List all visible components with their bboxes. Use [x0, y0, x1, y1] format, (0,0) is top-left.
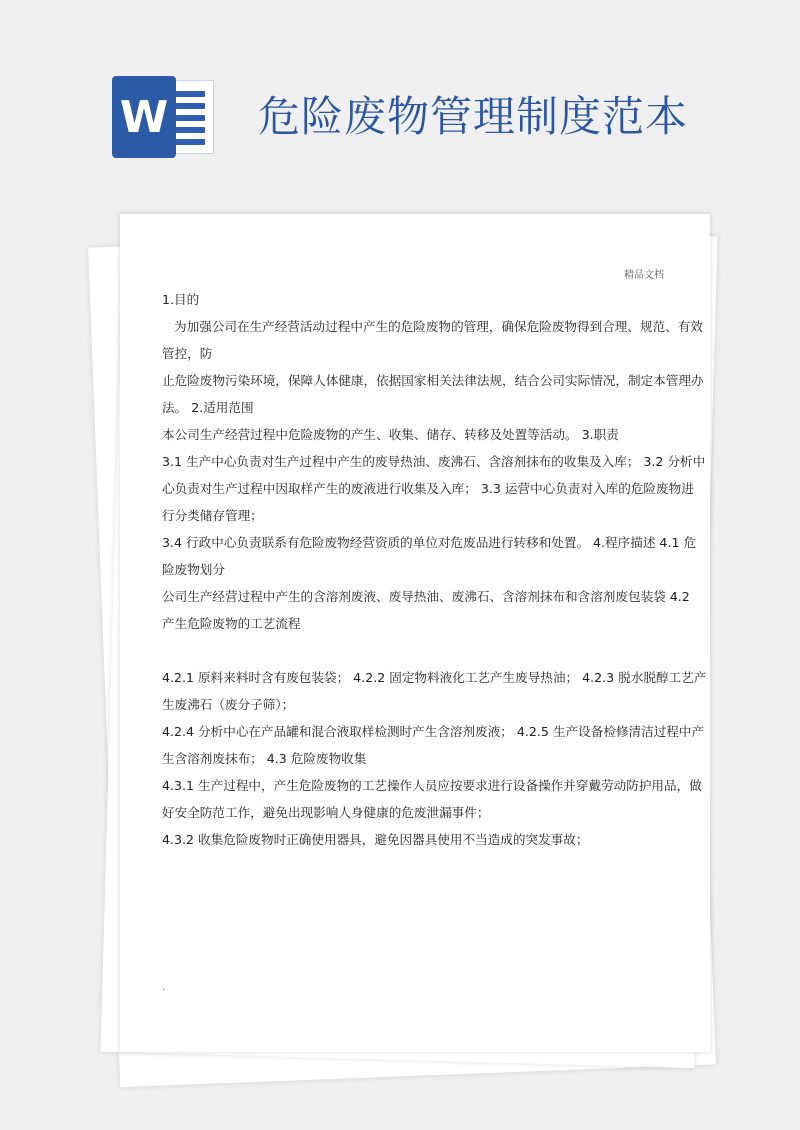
text-line: 险废物划分: [162, 562, 225, 577]
text-line: 4.3.1 生产过程中，产生危险废物的工艺操作人员应按要求进行设备操作并穿戴劳动防护用品，做: [162, 778, 702, 793]
text-line: 为加强公司在生产经营活动过程中产生的危险废物的管理，确保危险废物得到合理、规范、有效: [174, 319, 703, 334]
text-line: 管控，防: [162, 346, 213, 361]
word-document-icon: [112, 76, 216, 158]
text-line: 4.3.2 收集危险废物时正确使用器具，避免因器具使用不当造成的突发事故；: [162, 832, 589, 847]
text-line: 产生危险废物的工艺流程: [162, 616, 301, 631]
page-title: 危险废物管理制度范本: [258, 92, 689, 141]
text-line: 法。 2.适用范围: [162, 400, 254, 415]
text-line: 1.目的: [162, 292, 200, 307]
document-body: [162, 286, 707, 853]
text-line: 本公司生产经营过程中危险废物的产生、收集、储存、转移及处置等活动。 3.职责: [162, 427, 619, 442]
document-page: [120, 214, 710, 1052]
text-line: 行分类储存管理；: [162, 508, 263, 523]
text-line: 好安全防范工作，避免出现影响人身健康的危废泄漏事件；: [162, 805, 490, 820]
text-line: 生废沸石（废分子筛）；: [162, 697, 295, 712]
text-line: 公司生产经营过程中产生的含溶剂废液、废导热油、废沸石、含溶剂抹布和含溶剂废包装袋 4.2: [162, 589, 690, 604]
text-line: 生含溶剂废抹布； 4.3 危险废物收集: [162, 751, 367, 766]
page-header-label: 精品文档: [624, 270, 664, 281]
text-line: 3.1 生产中心负责对生产过程中产生的废导热油、废沸石、含溶剂抹布的收集及入库； 3.2 分析中: [162, 454, 706, 469]
text-line: 心负责对生产过程中因取样产生的废液进行收集及入库； 3.3 运营中心负责对入库的危险废物进: [162, 481, 694, 496]
text-line: 3.4 行政中心负责联系有危险废物经营资质的单位对危废品进行转移和处置。 4.程序描述 4.1 危: [162, 535, 697, 550]
text-line: 止危险废物污染环境，保障人体健康，依据国家相关法律法规，结合公司实际情况，制定本管理办: [162, 373, 704, 388]
end-mark: .: [162, 982, 166, 993]
text-line: 4.2.4 分析中心在产品罐和混合液取样检测时产生含溶剂废液； 4.2.5 生产设备检修清洁过程中产: [162, 724, 705, 739]
text-line: 4.2.1 原料来料时含有废包装袋； 4.2.2 固定物料液化工艺产生废导热油； 4.2.3 脱水脱醇工艺产: [162, 670, 707, 685]
header: [0, 0, 800, 200]
word-letter-icon: W: [112, 76, 176, 158]
